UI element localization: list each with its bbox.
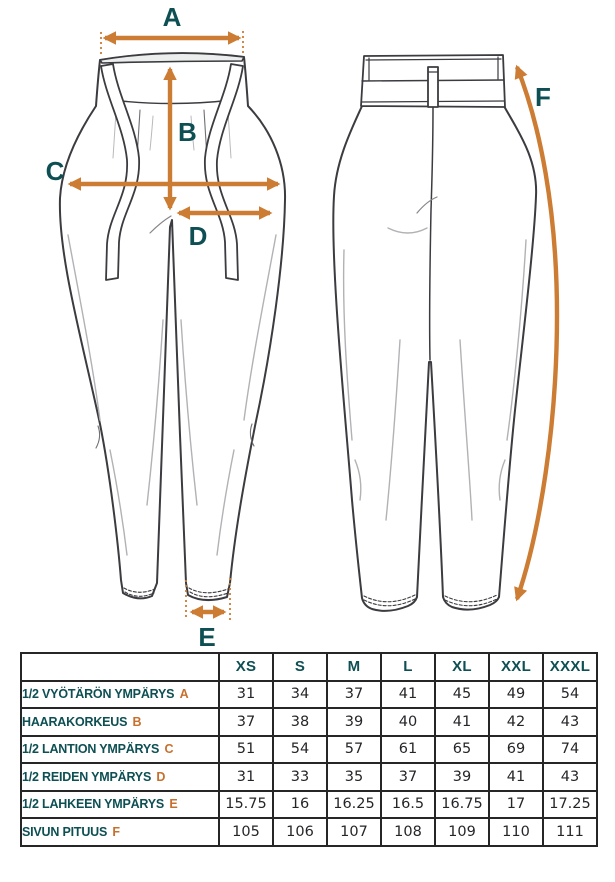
size-cell: 42 — [489, 708, 543, 736]
column-header-xxxl: XXXL — [543, 653, 597, 681]
row-letter: D — [156, 769, 166, 784]
size-chart-header-row — [21, 653, 597, 681]
size-cell: 43 — [543, 763, 597, 791]
corner-cell — [21, 653, 219, 681]
size-cell: 17 — [489, 791, 543, 819]
row-label-hip — [21, 736, 219, 764]
letter-a: A — [162, 2, 182, 32]
size-cell: 57 — [327, 736, 381, 764]
size-cell: 109 — [435, 818, 489, 846]
size-cell: 31 — [219, 681, 273, 709]
size-cell: 110 — [489, 818, 543, 846]
front-waistband — [100, 53, 244, 63]
size-cell: 17.25 — [543, 791, 597, 819]
table-row-side-length — [21, 818, 597, 846]
row-label-hem — [21, 791, 219, 819]
front-pants-outline — [60, 53, 285, 600]
row-label-text: 1/2 LAHKEEN YMPÄRYS — [22, 797, 165, 812]
letter-f: F — [535, 82, 551, 112]
row-label-waist — [21, 681, 219, 709]
size-cell: 105 — [219, 818, 273, 846]
column-header-m: M — [327, 653, 381, 681]
row-letter: C — [164, 742, 174, 757]
size-cell: 16 — [273, 791, 327, 819]
table-row-rise — [21, 708, 597, 736]
size-cell: 51 — [219, 736, 273, 764]
row-label-text: 1/2 LANTION YMPÄRYS — [22, 742, 160, 757]
letter-d: D — [188, 221, 208, 251]
size-chart-table — [20, 652, 598, 847]
size-cell: 111 — [543, 818, 597, 846]
row-label-text: 1/2 REIDEN YMPÄRYS — [22, 769, 152, 784]
letter-c: C — [45, 156, 65, 186]
column-header-xs: XS — [219, 653, 273, 681]
size-cell: 16.75 — [435, 791, 489, 819]
row-label-thigh — [21, 763, 219, 791]
size-cell: 39 — [435, 763, 489, 791]
size-cell: 35 — [327, 763, 381, 791]
row-letter: F — [112, 824, 120, 839]
front-pants-drawing — [60, 53, 285, 600]
row-label-text: 1/2 VYÖTÄRÖN YMPÄRYS — [22, 687, 175, 702]
size-cell: 40 — [381, 708, 435, 736]
size-cell: 43 — [543, 708, 597, 736]
size-cell: 37 — [381, 763, 435, 791]
size-cell: 37 — [219, 708, 273, 736]
size-cell: 54 — [543, 681, 597, 709]
size-cell: 33 — [273, 763, 327, 791]
size-cell: 41 — [381, 681, 435, 709]
column-header-xl: XL — [435, 653, 489, 681]
size-cell: 108 — [381, 818, 435, 846]
size-cell: 39 — [327, 708, 381, 736]
column-header-l: L — [381, 653, 435, 681]
table-row-hem — [21, 791, 597, 819]
table-row-hip — [21, 736, 597, 764]
back-waistband — [361, 55, 505, 107]
size-cell: 37 — [327, 681, 381, 709]
letter-b: B — [178, 117, 197, 147]
size-cell: 107 — [327, 818, 381, 846]
size-cell: 16.25 — [327, 791, 381, 819]
size-cell: 16.5 — [381, 791, 435, 819]
row-letter: E — [169, 797, 178, 812]
size-cell: 41 — [435, 708, 489, 736]
column-header-s: S — [273, 653, 327, 681]
back-pants-drawing — [333, 55, 536, 611]
size-cell: 65 — [435, 736, 489, 764]
size-cell: 15.75 — [219, 791, 273, 819]
back-belt-loop — [428, 67, 438, 107]
size-cell: 45 — [435, 681, 489, 709]
table-row-thigh — [21, 763, 597, 791]
column-header-xxl: XXL — [489, 653, 543, 681]
back-pants-outline — [333, 106, 536, 611]
size-cell: 54 — [273, 736, 327, 764]
row-letter: B — [132, 714, 142, 729]
row-label-text: SIVUN PITUUS — [22, 824, 108, 839]
row-label-side-length — [21, 818, 219, 846]
row-letter: A — [179, 687, 189, 702]
size-cell: 49 — [489, 681, 543, 709]
size-cell: 69 — [489, 736, 543, 764]
size-cell: 106 — [273, 818, 327, 846]
letter-e: E — [198, 622, 216, 650]
size-cell: 34 — [273, 681, 327, 709]
size-cell: 41 — [489, 763, 543, 791]
table-row-waist — [21, 681, 597, 709]
row-label-text: HAARAKORKEUS — [22, 714, 128, 729]
row-label-rise — [21, 708, 219, 736]
size-cell: 61 — [381, 736, 435, 764]
size-cell: 38 — [273, 708, 327, 736]
size-cell: 74 — [543, 736, 597, 764]
size-cell: 31 — [219, 763, 273, 791]
